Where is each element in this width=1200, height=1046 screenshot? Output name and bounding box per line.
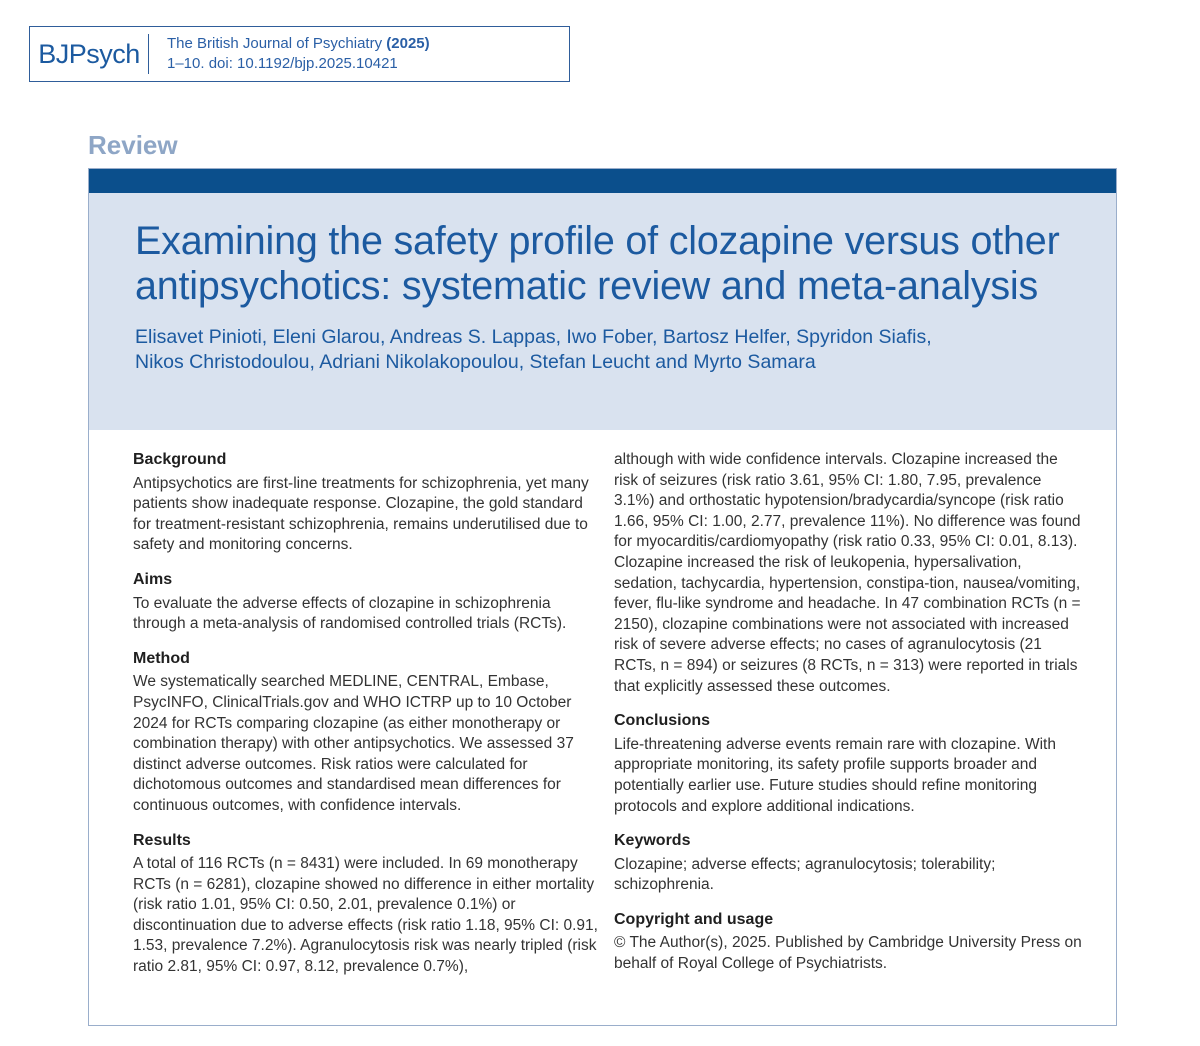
section-label: Review [88,130,178,160]
results-text-left: A total of 116 RCTs (n = 8431) were included. In 69 monotherapy RCTs (n = 6281), clozapine showed no difference in either mortality (risk ratio 1.01, 95% CI: 0.50, 2.01, prevalence 0.1%) or discontinuation due to adverse effects (risk ratio 1.18, 95% CI: 0.91, 1.53, prevalence 7.2%). Agranulocytosis risk was nearly tripled (risk ratio 2.81, 95% CI: 0.97, 8.12, prevalence 0.7%), [133,855,598,976]
method-heading: Method [133,649,190,667]
copyright-text: © The Author(s), 2025. Published by Cambridge University Press on behalf of Royal College of Psychiatrists. [614,934,1082,973]
aims-heading: Aims [133,570,173,588]
abstract-left-column [133,450,603,992]
author-list [135,325,1070,375]
conclusions-text: Life-threatening adverse events remain rare with clozapine. With appropriate monitoring, its safety profile supports broader and potentially earlier use. Future studies should refine monitoring protocols and explore additional indications. [614,735,1056,815]
article-title: Examining the safety profile of clozapine versus other antipsychotics: systematic review and meta-analysis [135,219,1060,308]
article-frame [88,168,1117,1026]
aims-text: To evaluate the adverse effects of clozapine in schizophrenia through a meta-analysis of randomised controlled trials (RCTs). [133,594,567,633]
journal-citation [149,34,430,74]
journal-header-box [29,26,570,82]
background-heading: Background [133,451,227,468]
authors-line-2: Nikos Christodoulou, Adriani Nikolakopoulou, Stefan Leucht and Myrto Samara [135,351,816,373]
abstract-right-column [614,450,1084,989]
title-top-bar [89,169,1116,193]
journal-name: The British Journal of Psychiatry [167,35,383,52]
keywords-heading: Keywords [614,832,691,850]
conclusions-heading: Conclusions [614,712,711,730]
title-band [89,193,1116,430]
bjpsych-logo: BJPsych [30,34,149,74]
results-text-right: although with wide confidence intervals. Clozapine increased the risk of seizures (risk ratio 3.61, 95% CI: 1.80, 7.95, prevalence 3.1%) and orthostatic hypotension/bradycardia/syncope (risk ratio 1.66, 95% CI: 1.00, 2.77, prevalence 11%). No difference was found for myocarditis/cardiomyopathy (risk ratio 0.33, 95% CI: 0.01, 8.13). Clozapine increased the risk of leukopenia, hypersalivation, sedation, tachycardia, hypertension, constipa-tion, nausea/vomiting, fever, flu-like syndrome and headache. In 47 combination RCTs (n = 2150), clozapine combinations were not associated with increased risk of severe adverse effects; no cases of agranulocytosis (21 RCTs, n = 894) or seizures (8 RCTs, n = 313) were reported in trials that explicitly assessed these outcomes. [614,451,1081,695]
background-text: Antipsychotics are first-line treatments for schizophrenia, yet many patients show inadequate response. Clozapine, the gold standard for treatment-resistant schizophrenia, remains underutilised due to safety and monitoring concerns. [133,474,589,554]
journal-year: (2025) [386,35,430,52]
copyright-heading: Copyright and usage [614,910,774,928]
method-text: We systematically searched MEDLINE, CENTRAL, Embase, PsycINFO, ClinicalTrials.gov and WHO ICTRP up to 10 October 2024 for RCTs comparing clozapine (as either monotherapy or combination therapy) with other antipsychotics. We assessed 37 distinct adverse outcomes. Risk ratios were calculated for dichotomous outcomes and standardised mean differences for continuous outcomes, with confidence intervals. [133,673,574,814]
results-heading: Results [133,831,191,849]
authors-line-1: Elisavet Pinioti, Eleni Glarou, Andreas S. Lappas, Iwo Fober, Bartosz Helfer, Spyridon Siafis, [135,326,932,348]
keywords-text: Clozapine; adverse effects; agranulocytosis; tolerability; schizophrenia. [614,855,996,894]
journal-doi: 1–10. doi: 10.1192/bjp.2025.10421 [167,55,398,72]
